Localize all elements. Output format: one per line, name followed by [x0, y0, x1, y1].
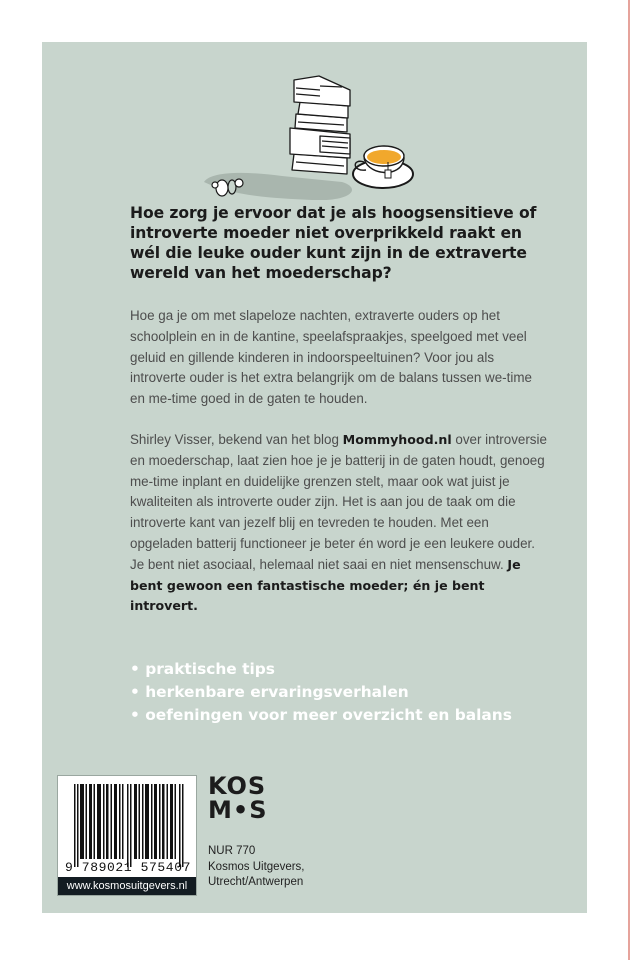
publisher-name: Kosmos Uitgevers, [208, 860, 305, 873]
bullet-item: • praktische tips [130, 658, 560, 681]
paragraph-2-closing: Je bent gewoon een fantastische moeder; én je bent introvert. [130, 556, 521, 614]
back-cover-panel [42, 42, 587, 913]
description-paragraph-2 [130, 430, 550, 617]
logo-row-1: KOS [208, 772, 267, 800]
isbn-barcode [57, 775, 197, 896]
barcode-icon [74, 784, 184, 867]
paragraph-2-intro: Shirley Visser, bekend van het blog [130, 432, 343, 447]
feature-bullet-list [130, 658, 560, 727]
paragraph-2-body: over introversie en moederschap, laat zien hoe je je batterij in de gaten houdt, genoeg me-time inplant en duidelijke grenzen stelt, maar ook wat juist je kwaliteiten als introverte ouder zijn. Het is aan jou de taak om die introverte kant van jezelf blij en tevreden te houden. Met een opgeladen batterij functioneer je beter én word je een leukere ouder. Je bent niet asociaal, helemaal niet saai en niet mensenschuw. [130, 432, 547, 572]
kosmos-logo [208, 774, 278, 822]
nur-code: NUR 770 [208, 845, 256, 857]
description-paragraph-1: Hoe ga je om met slapeloze nachten, extraverte ouders op het schoolplein en in de kantine, speelafspraakjes, speelgoed met veel geluid en gillende kinderen in indoorspeeltuinen? Voor jou als introverte ouder is het extra belangrijk om de balans tussen we-time en me-time goed in de gaten te houden. [130, 308, 532, 407]
books-tea-pacifier-illustration [192, 70, 442, 200]
bullet-item: • oefeningen voor meer overzicht en balans [130, 704, 560, 727]
logo-row-2: M•S [208, 796, 268, 824]
publisher-info [208, 844, 305, 891]
publisher-location: Utrecht/Antwerpen [208, 876, 304, 888]
publisher-website: www.kosmosuitgevers.nl [58, 877, 196, 895]
blog-name: Mommyhood.nl [342, 432, 452, 447]
cover-headline: Hoe zorg je ervoor dat je als hoogsensitieve of introverte moeder niet overprikkeld raakt en wél die leuke ouder kunt zijn in de extraverte wereld van het moederschap? [130, 204, 537, 282]
isbn-number: 9 789021 575407 [64, 860, 192, 875]
bullet-item: • herkenbare ervaringsverhalen [130, 681, 560, 704]
